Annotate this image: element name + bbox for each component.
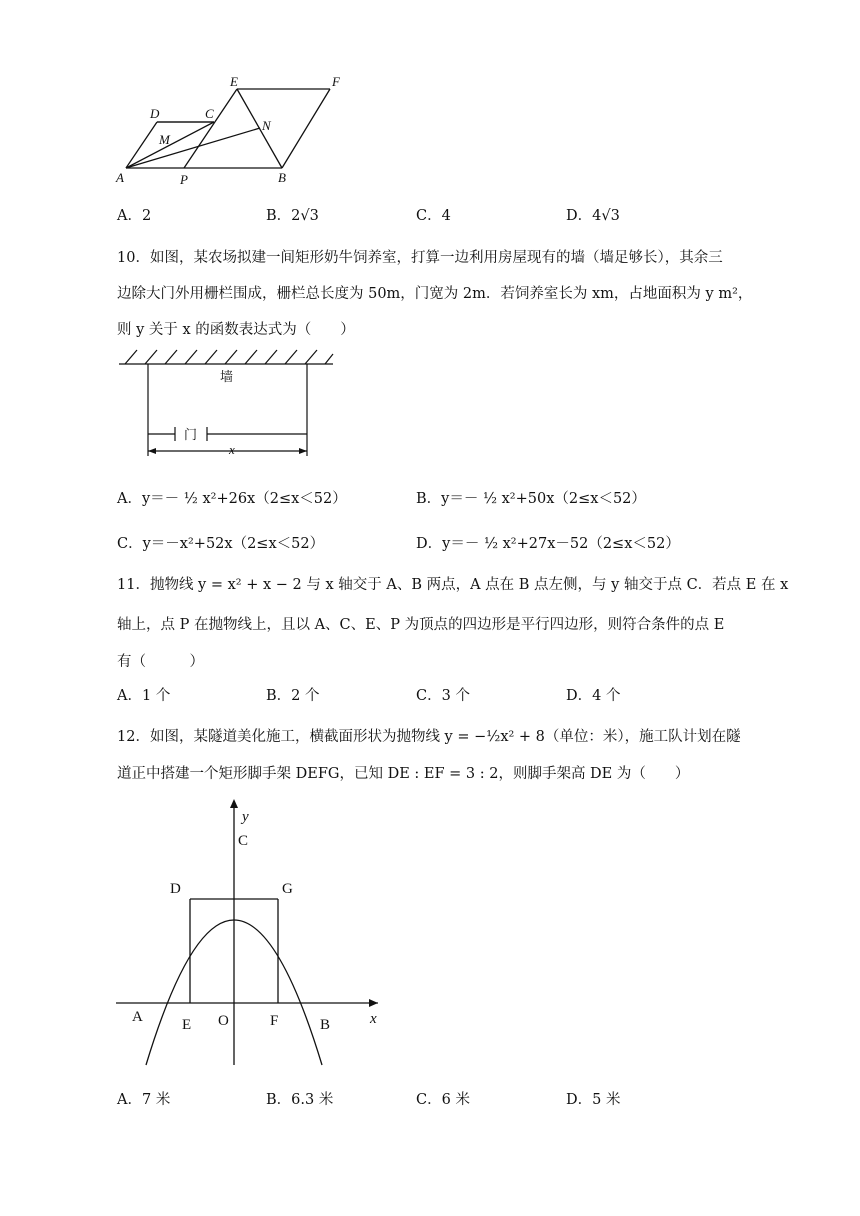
q11-option-b[interactable]: B．2 个 xyxy=(266,688,320,704)
x-label: x xyxy=(229,442,235,457)
label-M: M xyxy=(159,132,170,147)
q10-text-line3: 则 y 关于 x 的函数表达式为（ ） xyxy=(117,322,355,338)
q11-option-c[interactable]: C．3 个 xyxy=(416,688,470,704)
label-D: D xyxy=(150,106,160,121)
q11-text-line1: 11．抛物线 y = x² + x − 2 与 x 轴交于 A、B 两点，A 点在 B 点左侧，与 y 轴交于点 C．若点 E 在 x xyxy=(117,577,789,593)
label-F: F xyxy=(332,74,340,89)
q10-barn-figure xyxy=(115,344,340,464)
door-label: 门 xyxy=(184,427,198,442)
point-F: F xyxy=(270,1013,279,1029)
q10-option-b[interactable]: B．y＝－ ½ x²+50x（2≤x＜52） xyxy=(416,491,646,507)
point-C: C xyxy=(238,833,249,849)
label-N: N xyxy=(262,118,271,133)
q11-option-d[interactable]: D．4 个 xyxy=(566,688,621,704)
q11-text-line3: 有（ ） xyxy=(117,654,204,670)
label-P: P xyxy=(180,172,188,187)
q9-option-d[interactable]: D．4√3 xyxy=(566,208,620,224)
label-C: C xyxy=(205,106,214,121)
q12-text-line2: 道正中搭建一个矩形脚手架 DEFG，已知 DE : EF = 3 : 2，则脚手架高 DE 为（ ） xyxy=(117,766,690,782)
point-G: G xyxy=(282,881,293,897)
q12-option-d[interactable]: D．5 米 xyxy=(566,1092,621,1108)
q9-option-c[interactable]: C．4 xyxy=(416,208,451,224)
q10-text-line2: 边除大门外用栅栏围成，栅栏总长度为 50m，门宽为 2m．若饲养室长为 xm，占地面积为 y m²， xyxy=(117,286,753,302)
point-D: D xyxy=(170,881,181,897)
wall-label: 墙 xyxy=(220,369,234,384)
point-A: A xyxy=(132,1009,143,1025)
q10-option-d[interactable]: D．y＝－ ½ x²+27x－52（2≤x＜52） xyxy=(416,536,680,552)
point-O: O xyxy=(218,1013,229,1029)
q10-text-line1: 10．如图，某农场拟建一间矩形奶牛饲养室，打算一边利用房屋现有的墙（墙足够长），其余三 xyxy=(117,250,723,266)
axis-y-label: y xyxy=(242,809,249,825)
q12-option-b[interactable]: B．6.3 米 xyxy=(266,1092,334,1108)
q11-option-a[interactable]: A．1 个 xyxy=(117,688,171,704)
q10-option-a[interactable]: A．y＝－ ½ x²+26x（2≤x＜52） xyxy=(117,491,347,507)
q12-option-a[interactable]: A．7 米 xyxy=(117,1092,171,1108)
point-B: B xyxy=(320,1017,331,1033)
label-A: A xyxy=(116,170,124,185)
q12-parabola-figure xyxy=(110,795,395,1075)
q12-text-line1: 12．如图，某隧道美化施工，横截面形状为抛物线 y = −½x² + 8（单位：米），施工队计划在隧 xyxy=(117,729,741,745)
q10-option-c[interactable]: C．y＝－x²+52x（2≤x＜52） xyxy=(117,536,325,552)
label-B: B xyxy=(278,170,286,185)
q9-option-b[interactable]: B．2√3 xyxy=(266,208,319,224)
q9-geometry-figure xyxy=(110,72,350,192)
q11-text-line2: 轴上，点 P 在抛物线上，且以 A、C、E、P 为顶点的四边形是平行四边形，则符合条件的点 E xyxy=(117,617,725,633)
q9-option-a[interactable]: A．2 xyxy=(117,208,152,224)
axis-x-label: x xyxy=(370,1011,377,1027)
q12-option-c[interactable]: C．6 米 xyxy=(416,1092,470,1108)
point-E: E xyxy=(182,1017,192,1033)
label-E: E xyxy=(230,74,238,89)
